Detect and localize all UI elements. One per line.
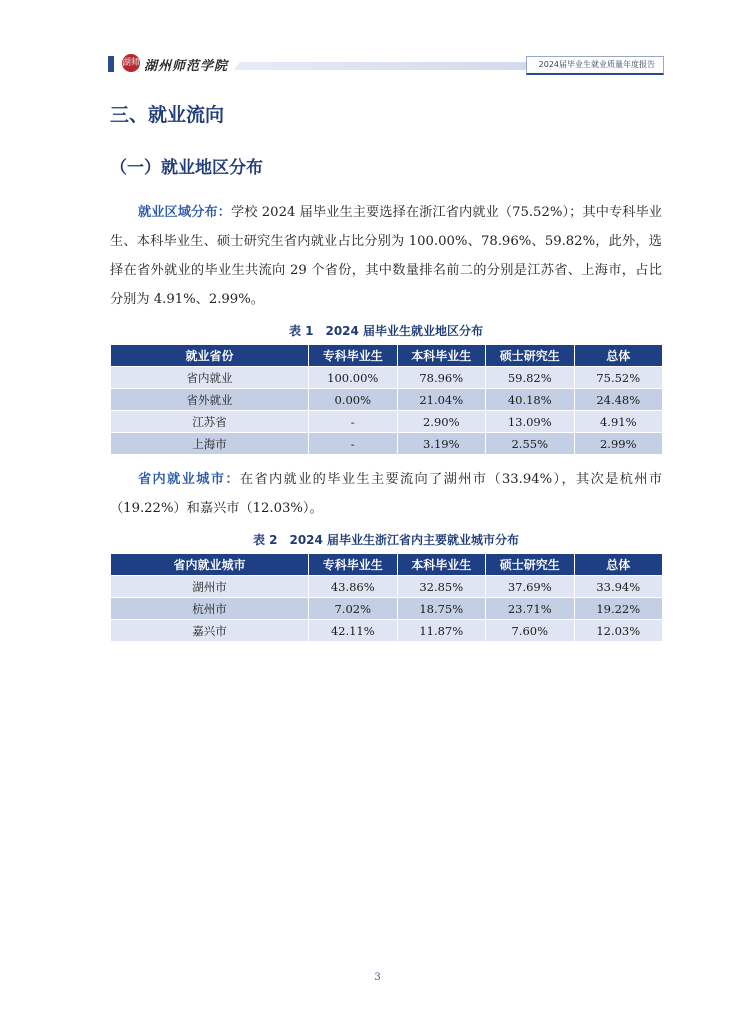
table-cell: 59.82% [486,367,575,389]
table-cell: 上海市 [111,433,309,455]
table-cell: 2.55% [486,433,575,455]
page-number: 3 [374,972,381,983]
table-row [111,389,663,411]
table-cell: 杭州市 [111,598,309,620]
table-row [111,367,663,389]
table-city-distribution [110,553,663,642]
table-cell: 33.94% [574,576,663,598]
column-header: 专科毕业生 [309,554,398,576]
table-cell: 11.87% [397,620,486,642]
column-header: 专科毕业生 [309,345,398,367]
table-header-row [111,345,663,367]
paragraph-city-distribution [110,465,662,523]
table-cell: 0.00% [309,389,398,411]
paragraph-body: 学校 2024 届毕业生主要选择在浙江省内就业（75.52%）；其中专科毕业生、本科毕业生、硕士研究生省内就业占比分别为 100.00%、78.96%、59.82%，此外，选择在省外就业的毕业生共流向 29 个省份，其中数量排名前二的分别是江苏省、上海市，占比分别为 4.91%、2.99%。 [110,205,662,307]
table-cell: 3.19% [397,433,486,455]
table-cell: 13.09% [486,411,575,433]
table-cell: 37.69% [486,576,575,598]
column-header: 本科毕业生 [397,554,486,576]
report-title-tab: 2024届毕业生就业质量年度报告 [526,56,664,75]
table-cell: 湖州市 [111,576,309,598]
table-cell: 2.90% [397,411,486,433]
table-row [111,598,663,620]
university-logo-text: 湖州师范学院 [144,59,229,74]
table-cell: 100.00% [309,367,398,389]
table-cell: 24.48% [574,389,663,411]
table2-caption: 表 2 2024 届毕业生浙江省内主要就业城市分布 [252,533,520,547]
section-title: 三、就业流向 [110,104,225,126]
column-header: 就业省份 [111,345,309,367]
table-cell: 42.11% [309,620,398,642]
column-header: 本科毕业生 [397,345,486,367]
table-cell: 省内就业 [111,367,309,389]
paragraph-lead: 就业区域分布： [138,205,231,220]
table-row [111,620,663,642]
table-cell: 43.86% [309,576,398,598]
subsection-title: （一）就业地区分布 [110,158,263,178]
table-cell: 21.04% [397,389,486,411]
table-cell: 嘉兴市 [111,620,309,642]
table-cell: - [309,433,398,455]
table-row [111,576,663,598]
table-cell: 18.75% [397,598,486,620]
column-header: 省内就业城市 [111,554,309,576]
table-cell: 4.91% [574,411,663,433]
column-header: 硕士研究生 [486,345,575,367]
table-cell: 23.71% [486,598,575,620]
table-cell: 2.99% [574,433,663,455]
table-cell: 省外就业 [111,389,309,411]
table-cell: 7.02% [309,598,398,620]
table-row [111,433,663,455]
column-header: 总体 [574,345,663,367]
table-header-row [111,554,663,576]
table-cell: - [309,411,398,433]
table-cell: 40.18% [486,389,575,411]
paragraph-lead: 省内就业城市： [138,472,240,487]
table-cell: 12.03% [574,620,663,642]
university-seal-icon: 湖师 [122,54,140,72]
column-header: 总体 [574,554,663,576]
table-cell: 75.52% [574,367,663,389]
paragraph-regional-distribution [110,198,662,314]
column-header: 硕士研究生 [486,554,575,576]
page-header [108,52,664,74]
header-accent-block [108,56,114,72]
paragraph-body: 在省内就业的毕业生主要流向了湖州市（33.94%），其次是杭州市（19.22%）和嘉兴市（12.03%）。 [110,472,663,516]
table1-caption: 表 1 2024 届毕业生就业地区分布 [288,324,484,338]
table-cell: 江苏省 [111,411,309,433]
table-row [111,411,663,433]
table-cell: 19.22% [574,598,663,620]
table-cell: 7.60% [486,620,575,642]
table-cell: 32.85% [397,576,486,598]
table-cell: 78.96% [397,367,486,389]
table-region-distribution [110,344,663,455]
